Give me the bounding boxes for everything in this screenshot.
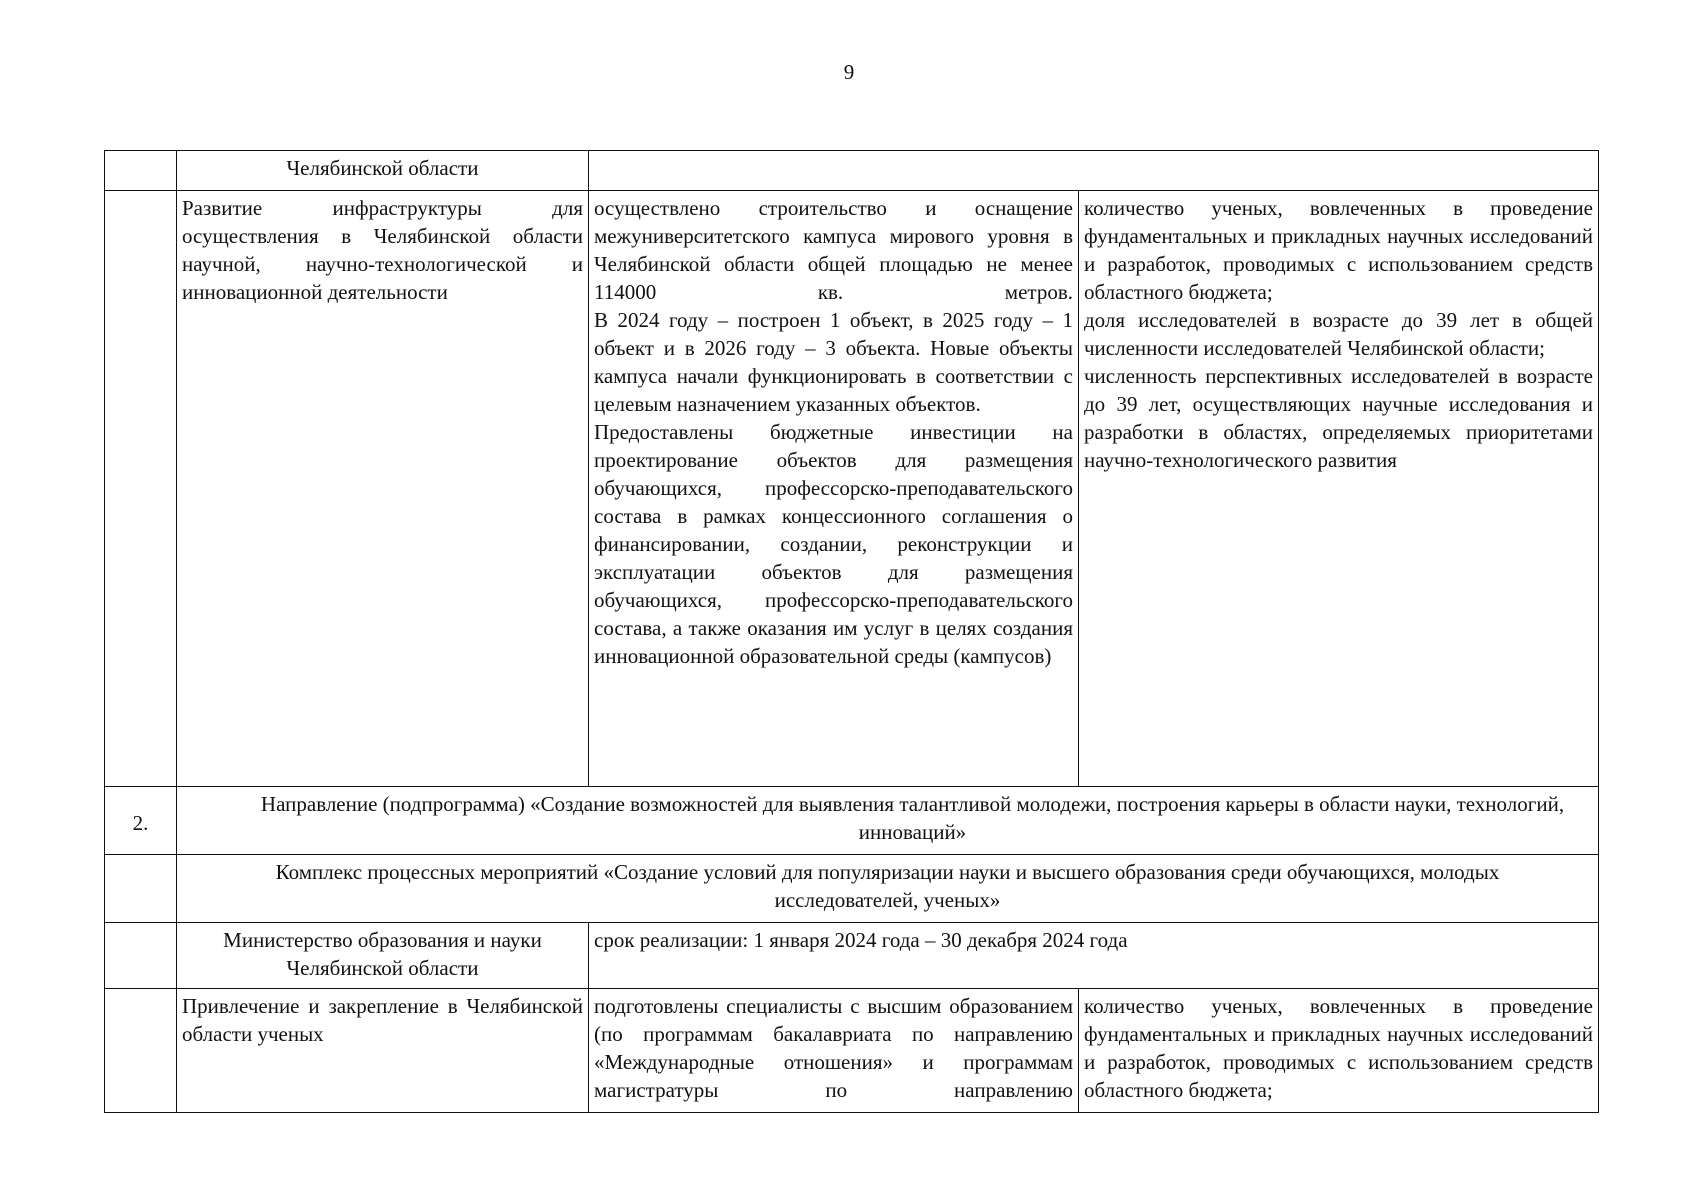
result-cell xyxy=(589,191,1079,787)
indicator-3: численность перспективных исследователей в возрасте до 39 лет, осуществляющих научные исследования и разработки в областях, определяемых приоритетами научно-технологического развития xyxy=(1084,364,1593,472)
result-cell xyxy=(589,989,1079,1113)
complex-title-cell: Комплекс процессных мероприятий «Создание условий для популяризации науки и высшего образования среди обучающихся, молодых исследователей, ученых» xyxy=(177,855,1599,923)
term-cell: срок реализации: 1 января 2024 года – 30 декабря 2024 года xyxy=(589,923,1599,989)
direction-title-cell: Направление (подпрограмма) «Создание возможностей для выявления талантливой молодежи, построения карьеры в области науки, технологий, инноваций» xyxy=(177,787,1599,855)
task-title: Привлечение и закрепление в Челябинской области ученых xyxy=(182,994,583,1046)
row-number-cell xyxy=(105,923,177,989)
table-row xyxy=(105,191,1599,787)
row-number-cell xyxy=(105,191,177,787)
row-number-cell xyxy=(105,989,177,1113)
result-paragraph-2: В 2024 году – построен 1 объект, в 2025 году – 1 объект и в 2026 году – 3 объекта. Новые объекты кампуса начали функционировать в соответствии с целевым назначением указанных объектов. xyxy=(594,308,1073,416)
row-number-cell xyxy=(105,855,177,923)
indicator-1: количество ученых, вовлеченных в проведение фундаментальных и прикладных научных исследований и разработок, проводимых с использованием средств областного бюджета; xyxy=(1084,196,1593,304)
table-row xyxy=(105,989,1599,1113)
measures-table xyxy=(104,150,1599,1113)
table-row xyxy=(105,787,1599,855)
indicator-2: доля исследователей в возрасте до 39 лет в общей численности исследователей Челябинской области; xyxy=(1084,308,1593,360)
page-number: 9 xyxy=(843,60,855,84)
task-title-cell xyxy=(177,989,589,1113)
row-number-cell: 2. xyxy=(105,787,177,855)
task-title-cell xyxy=(177,191,589,787)
indicator-1: количество ученых, вовлеченных в проведение фундаментальных и прикладных научных исследований и разработок, проводимых с использованием средств областного бюджета; xyxy=(1084,994,1593,1102)
term-cell xyxy=(589,151,1599,191)
result-paragraph-3: Предоставлены бюджетные инвестиции на проектирование объектов для размещения обучающихся, профессорско-преподавательского состава в рамках концессионного соглашения о финансировании, создании, реконструкции и эксплуатации объектов для размещения обучающихся, профессорско-преподавательского состава, а также оказания им услуг в целях создания инновационной образовательной среды (кампусов) xyxy=(594,420,1073,668)
responsible-org-cell: Челябинской области xyxy=(177,151,589,191)
result-paragraph: подготовлены специалисты с высшим образованием (по программам бакалавриата по направлению «Международные отношения» и программам магистратуры по направлению xyxy=(594,994,1073,1102)
table-row xyxy=(105,923,1599,989)
table-row xyxy=(105,151,1599,191)
result-paragraph-1: осуществлено строительство и оснащение межуниверситетского кампуса мирового уровня в Челябинской области общей площадью не менее 114000 кв. метров. xyxy=(594,196,1073,304)
row-number-cell xyxy=(105,151,177,191)
indicator-cell xyxy=(1079,191,1599,787)
task-title: Развитие инфраструктуры для осуществления в Челябинской области научной, научно-технологической и инновационной деятельности xyxy=(182,196,583,304)
table-row xyxy=(105,855,1599,923)
responsible-org-cell: Министерство образования и науки Челябинской области xyxy=(177,923,589,989)
indicator-cell xyxy=(1079,989,1599,1113)
